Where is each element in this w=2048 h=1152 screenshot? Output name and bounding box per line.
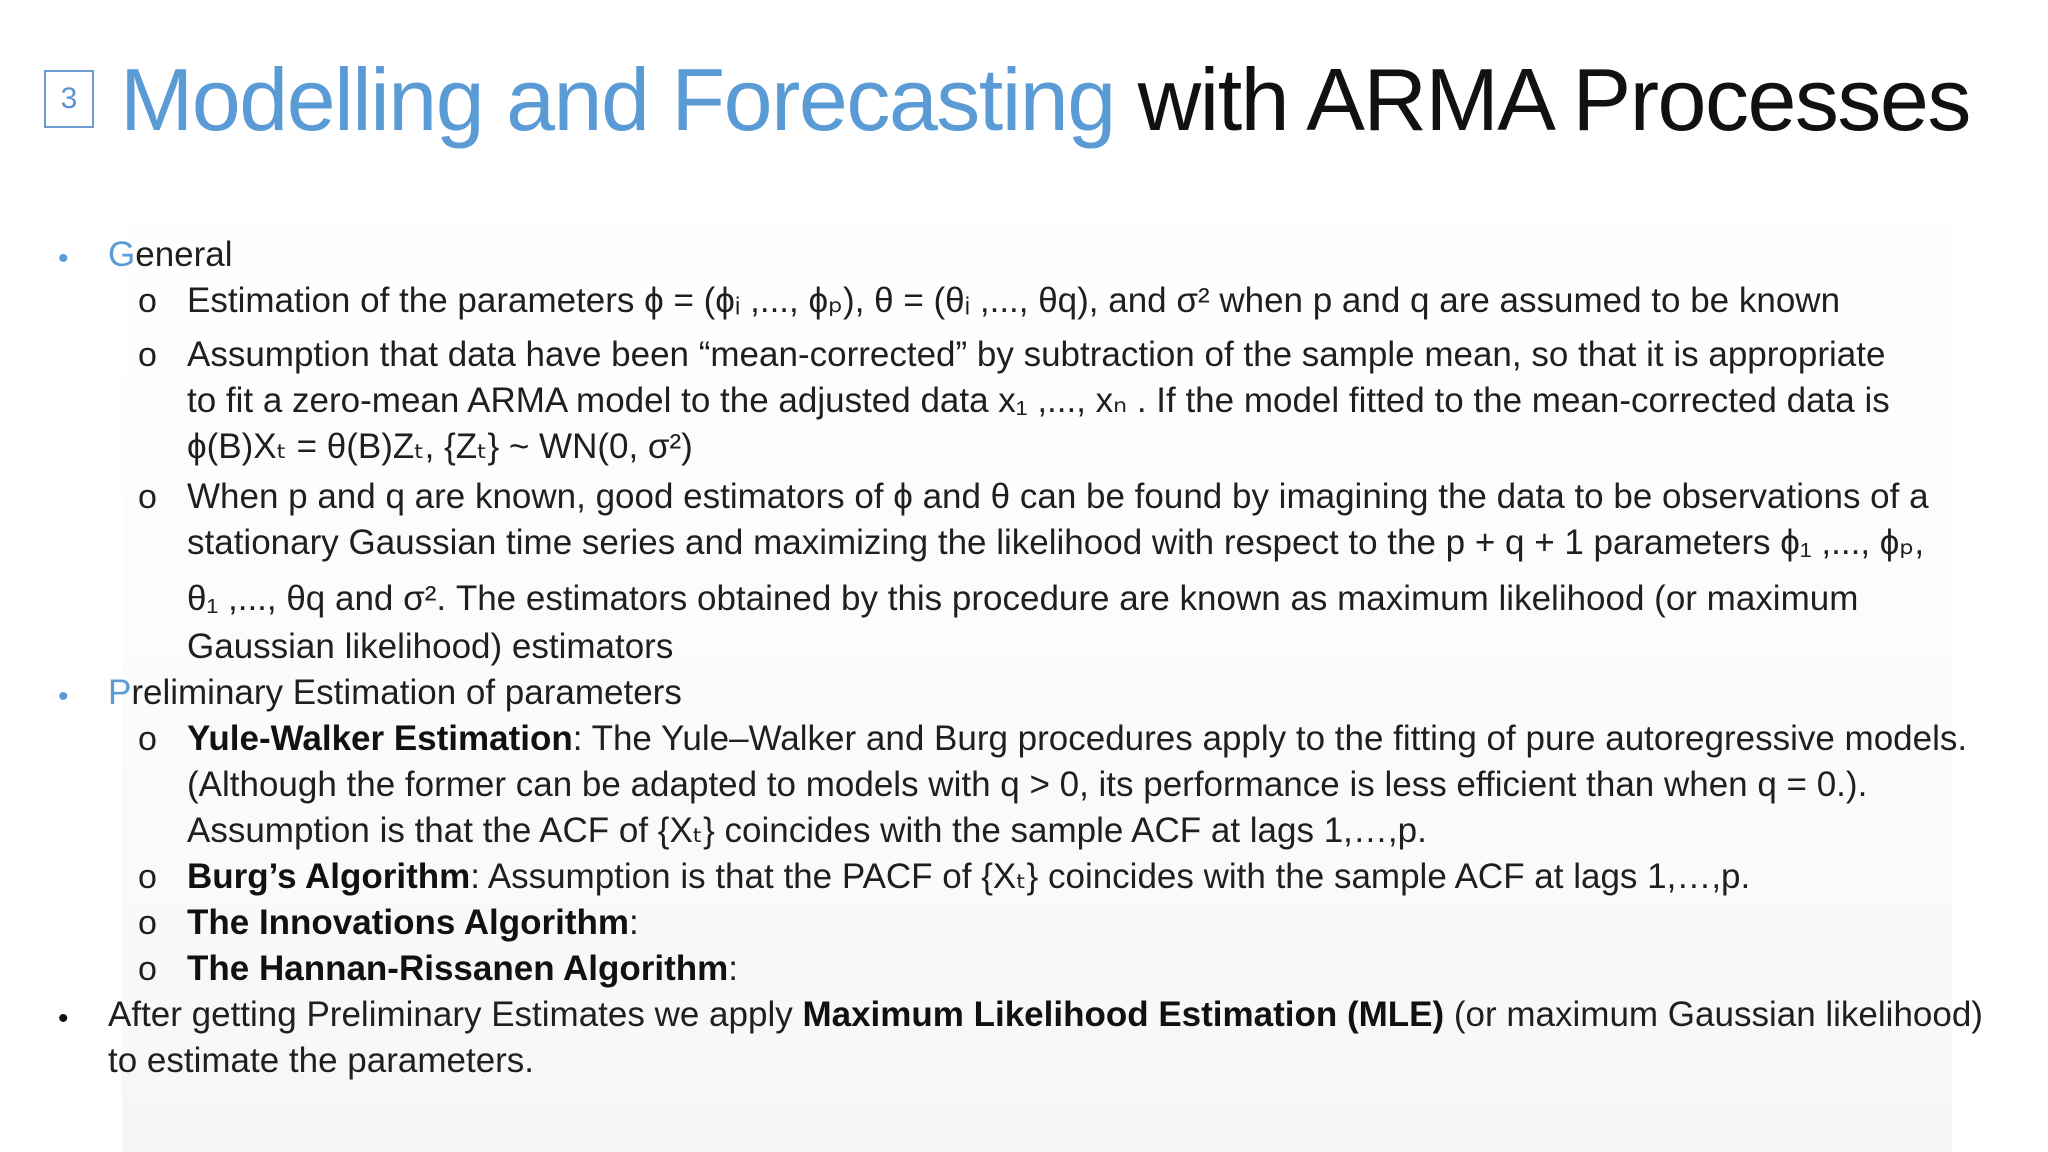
bullet-dot-icon: •: [58, 242, 69, 275]
general-item-2-line-2: to fit a zero-mean ARMA model to the adjusted data x₁ ,..., xₙ . If the model fitted to the mean-corrected data is: [187, 381, 1890, 420]
circle-bullet-icon: o: [138, 858, 157, 896]
circle-bullet-icon: o: [138, 478, 157, 516]
title-black-part: with ARMA Processes: [1137, 50, 1970, 149]
yule-walker-line-3: Assumption is that the ACF of {Xₜ} coincides with the sample ACF at lags 1,…,p.: [187, 811, 1427, 850]
title-blue-part: Modelling and Forecasting: [120, 50, 1115, 149]
circle-bullet-icon: o: [138, 336, 157, 374]
section-heading-preliminary: Preliminary Estimation of parameters: [108, 673, 682, 712]
innovations-algorithm-item: The Innovations Algorithm:: [187, 903, 639, 942]
slide-title: [120, 52, 1970, 149]
bullet-dot-icon: •: [58, 680, 69, 713]
general-item-1: Estimation of the parameters ϕ = (ϕᵢ ,..., ϕₚ), θ = (θᵢ ,..., θq), and σ² when p and q are assumed to be known: [187, 281, 1841, 320]
bullet-dot-icon: •: [58, 1002, 69, 1035]
mle-line-1: After getting Preliminary Estimates we apply Maximum Likelihood Estimation (MLE) (or maximum Gaussian likelihood): [108, 995, 1983, 1034]
section-heading-general: General: [108, 235, 233, 274]
hannan-rissanen-item: The Hannan-Rissanen Algorithm:: [187, 949, 738, 988]
general-item-3-line-2: stationary Gaussian time series and maximizing the likelihood with respect to the p + q + 1 parameters ϕ₁ ,..., ϕₚ,: [187, 523, 1925, 562]
mle-line-2: to estimate the parameters.: [108, 1041, 535, 1080]
yule-walker-line-1: Yule-Walker Estimation: The Yule–Walker and Burg procedures apply to the fitting of pure autoregressive models.: [187, 719, 1968, 758]
yule-walker-line-2: (Although the former can be adapted to models with q > 0, its performance is less efficient than when q = 0.).: [187, 765, 1868, 804]
burg-algorithm-item: Burg’s Algorithm: Assumption is that the PACF of {Xₜ} coincides with the sample ACF at lags 1,…,p.: [187, 857, 1751, 896]
circle-bullet-icon: o: [138, 720, 157, 758]
slide-number: 3: [44, 70, 94, 128]
general-item-2-line-3: ϕ(B)Xₜ = θ(B)Zₜ, {Zₜ} ~ WN(0, σ²): [187, 427, 693, 466]
general-item-3-line-3: θ₁ ,..., θq and σ². The estimators obtained by this procedure are known as maximum likelihood (or maximum: [187, 579, 1859, 618]
circle-bullet-icon: o: [138, 950, 157, 988]
circle-bullet-icon: o: [138, 282, 157, 320]
general-item-2-line-1: Assumption that data have been “mean-corrected” by subtraction of the sample mean, so that it is appropriate: [187, 335, 1886, 374]
general-item-3-line-1: When p and q are known, good estimators of ϕ and θ can be found by imagining the data to be observations of a: [187, 477, 1929, 516]
general-item-3-line-4: Gaussian likelihood) estimators: [187, 627, 674, 666]
circle-bullet-icon: o: [138, 904, 157, 942]
